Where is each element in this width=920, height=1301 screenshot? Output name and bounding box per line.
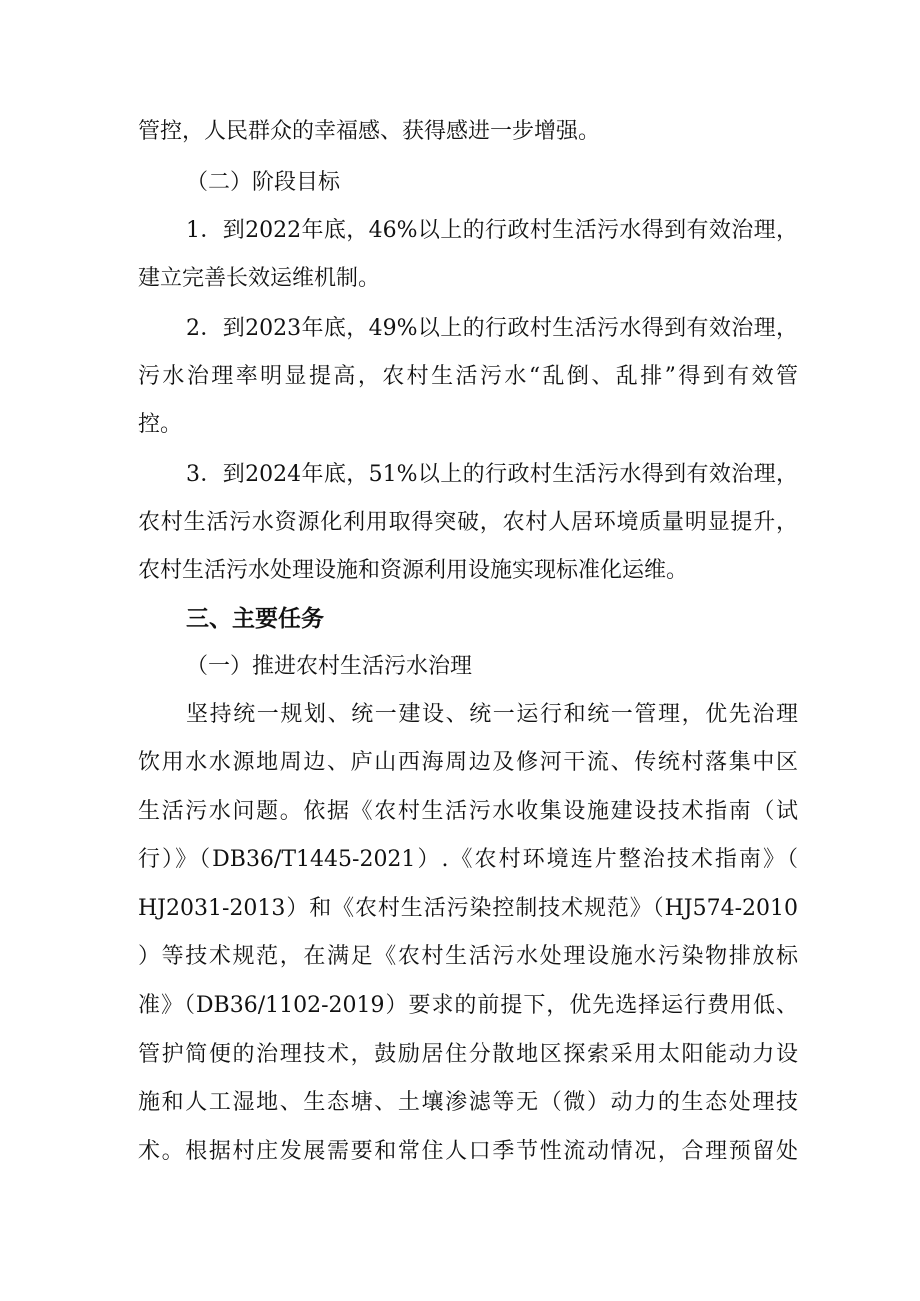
paragraph-line: 行）》（DB36/T1445-2021）.《农村环境连片整治技术指南》（ xyxy=(138,847,798,872)
paragraph-line: 农村生活污水资源化利用取得突破，农村人居环境质量明显提升， xyxy=(138,510,798,535)
paragraph-line: HJ2031-2013）和《农村生活污染控制技术规范》（HJ574-2010 xyxy=(138,896,798,921)
paragraph-line: 生活污水问题。依据《农村生活污水收集设施建设技术指南（试 xyxy=(138,799,798,824)
section-heading: 三、主要任务 xyxy=(186,606,324,632)
paragraph-line: 管控，人民群众的幸福感、获得感进一步增强。 xyxy=(138,119,601,144)
paragraph-line: 3．到2024年底，51%以上的行政村生活污水得到有效治理， xyxy=(186,462,798,487)
paragraph-line: 1．到2022年底，46%以上的行政村生活污水得到有效治理， xyxy=(186,218,798,243)
paragraph-line: 准》（DB36/1102-2019）要求的前提下，优先选择运行费用低、 xyxy=(138,993,798,1018)
paragraph-line: 污水治理率明显提高，农村生活污水“乱倒、乱排”得到有效管 xyxy=(138,364,798,389)
paragraph-line: 建立完善长效运维机制。 xyxy=(138,266,381,291)
paragraph-line: 术。根据村庄发展需要和常住人口季节性流动情况，合理预留处 xyxy=(138,1139,798,1164)
paragraph-line: 饮用水水源地周边、庐山西海周边及修河干流、传统村落集中区 xyxy=(138,750,798,775)
paragraph-line: 2．到2023年底，49%以上的行政村生活污水得到有效治理， xyxy=(186,316,798,341)
paragraph-line: 施和人工湿地、生态塘、土壤渗滤等无（微）动力的生态处理技 xyxy=(138,1090,798,1115)
paragraph-line: ）等技术规范，在满足《农村生活污水处理设施水污染物排放标 xyxy=(138,944,798,969)
paragraph-line: 农村生活污水处理设施和资源利用设施实现标准化运维。 xyxy=(138,558,689,583)
section-subheading: （一）推进农村生活污水治理 xyxy=(186,654,473,679)
paragraph-line: 坚持统一规划、统一建设、统一运行和统一管理，优先治理 xyxy=(186,702,798,727)
paragraph-line: 管护简便的治理技术，鼓励居住分散地区探索采用太阳能动力设 xyxy=(138,1042,798,1067)
paragraph-line: 控。 xyxy=(138,412,183,437)
section-subheading: （二）阶段目标 xyxy=(186,170,341,195)
